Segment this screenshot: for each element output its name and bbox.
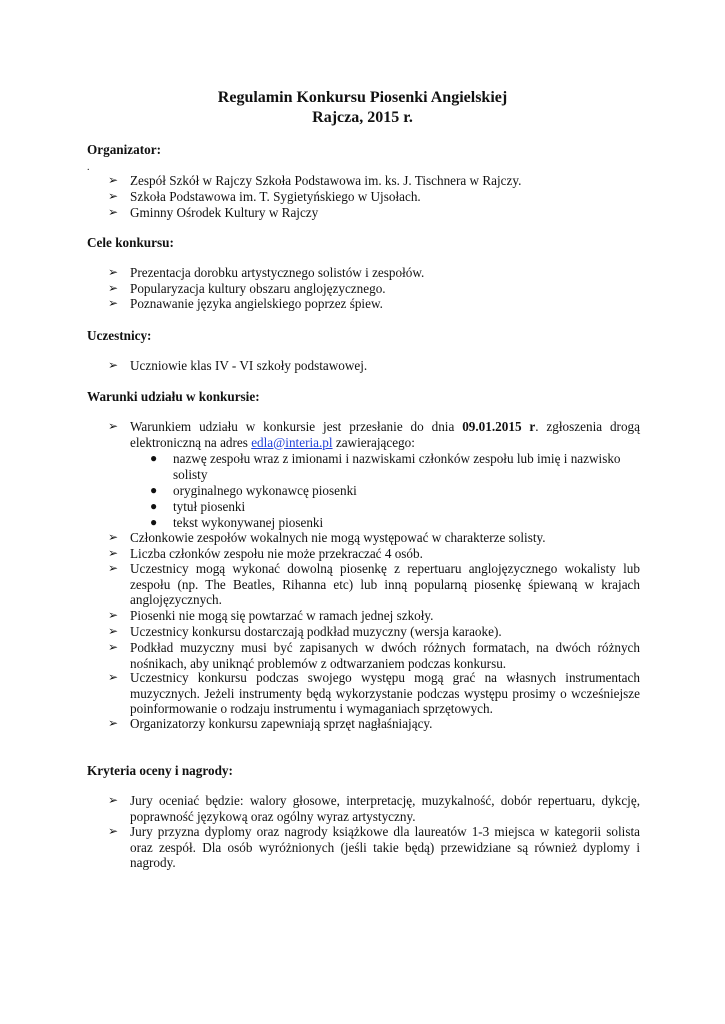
conditions-first-item: Warunkiem udziału w konkursie jest przesłanie do dnia 09.01.2015 r. zgłoszenia drogą elektroniczną na adres edla@interia.pl zawierającego: [130,419,640,450]
arrow-bullet-icon: ➢ [108,265,119,279]
document-subtitle: Rajcza, 2015 r. [312,109,413,126]
arrow-bullet-icon: ➢ [108,716,119,730]
arrow-bullet-icon: ➢ [108,189,119,203]
dot-bullet-icon: ● [150,515,158,529]
arrow-bullet-icon: ➢ [108,296,119,310]
arrow-bullet-icon: ➢ [108,358,119,372]
arrow-bullet-icon: ➢ [108,608,119,622]
deadline-date: 09.01.2015 r [462,419,536,434]
arrow-bullet-icon: ➢ [108,670,119,684]
criteria-heading: Kryteria oceny i nagrody: [87,763,233,778]
arrow-bullet-icon: ➢ [108,561,119,575]
goals-heading: Cele konkursu: [87,235,174,250]
document-title: Regulamin Konkursu Piosenki Angielskiej [217,89,508,106]
arrow-bullet-icon: ➢ [108,530,119,544]
dot-bullet-icon: ● [150,483,158,497]
document-page: Regulamin Konkursu Piosenki Angielskiej Rajcza, 2015 r. Organizator: . ➢ Zespół Szkół w Rajczy Szkoła Podstawowa im. ks. J. Tischnera w Rajczy. ➢ Szkoła Podstawowa im. T. Sygietyńskiego w Ujsołach. ➢ Gminny Ośrodek Kultury w Rajczy Cele konkursu: ➢ Prezentacja dorobku artystycznego solistów i zespołów. ➢ Popularyzacja kultury obszaru anglojęzycznego. ➢ Poznawanie języka angielskiego poprzez śpiew. Uczestnicy: ➢ Uczniowie klas IV - VI szkoły podstawowej. Warunki udziału w konkursie: ➢ Warunkiem udziału w konkursie jest przesłanie do dnia 09.01.2015 r. zgłoszenia drogą elektroniczną na adres edla@interia.pl zawierającego: ● nazwę zespołu wraz z imionami i nazwiskami członków zespołu lub imię i nazwisko solisty ● oryginalnego wykonawcę piosenki ● tytuł piosenki ● tekst wykonywanej piosenki ➢ Członkowie zespołów wokalnych nie mogą występować w charakterze solisty. ➢ Liczba członków zespołu nie może przekraczać 4 osób. ➢ Uczestnicy mogą wykonać dowolną piosenkę z repertuaru anglojęzycznego wokalisty lub zespołu (np. The Beatles, Rihanna etc) lub inną popularną piosenkę śpiewaną w krajach anglojęzycznych. ➢ Piosenki nie mogą się powtarzać w ramach jednej szkoły. ➢ Uczestnicy konkursu dostarczają podkład muzyczny (wersja karaoke). ➢ Podkład muzyczny musi być zapisanych w dwóch różnych formatach, na dwóch różnych nośnikach, aby uniknąć problemów z odtwarzaniem podczas konkursu. ➢ Uczestnicy konkursu podczas swojego występu mogą grać na własnych instrumentach muzycznych. Jeżeli instrumenty będą wykorzystanie podczas występu prosimy o wcześniejsze poinformowanie o rodzaju instrumentu i wymaganiach sprzętowych. ➢ Organizatorzy konkursu zapewniają sprzęt nagłaśniający. Kryteria oceny i nagrody: ➢ Jury oceniać będzie: walory głosowe, interpretację, muzykalność, dobór repertuaru, dykcję, poprawność językową oraz ogólny wyraz artystyczny. ➢ Jury przyzna dyplomy oraz nagrody książkowe dla laureatów 1-3 miejsca w kategorii solista oraz zespół. Dla osób wyróżnionych (jeśli takie będą) przewidziane są również dyplomy i nagrody. [0,0,725,1024]
arrow-bullet-icon: ➢ [108,824,119,838]
dot-bullet-icon: ● [150,499,158,513]
arrow-bullet-icon: ➢ [108,624,119,638]
arrow-bullet-icon: ➢ [108,793,119,807]
email-link[interactable]: edla@interia.pl [251,434,333,450]
participants-heading: Uczestnicy: [87,328,152,343]
dot-bullet-icon: ● [150,451,158,465]
arrow-bullet-icon: ➢ [108,173,119,187]
stray-dot: . [87,162,90,173]
arrow-bullet-icon: ➢ [108,640,119,654]
conditions-heading: Warunki udziału w konkursie: [87,389,260,404]
organizer-heading: Organizator: [87,142,161,157]
arrow-bullet-icon: ➢ [108,205,119,219]
arrow-bullet-icon: ➢ [108,546,119,560]
arrow-bullet-icon: ➢ [108,419,119,433]
arrow-bullet-icon: ➢ [108,281,119,295]
